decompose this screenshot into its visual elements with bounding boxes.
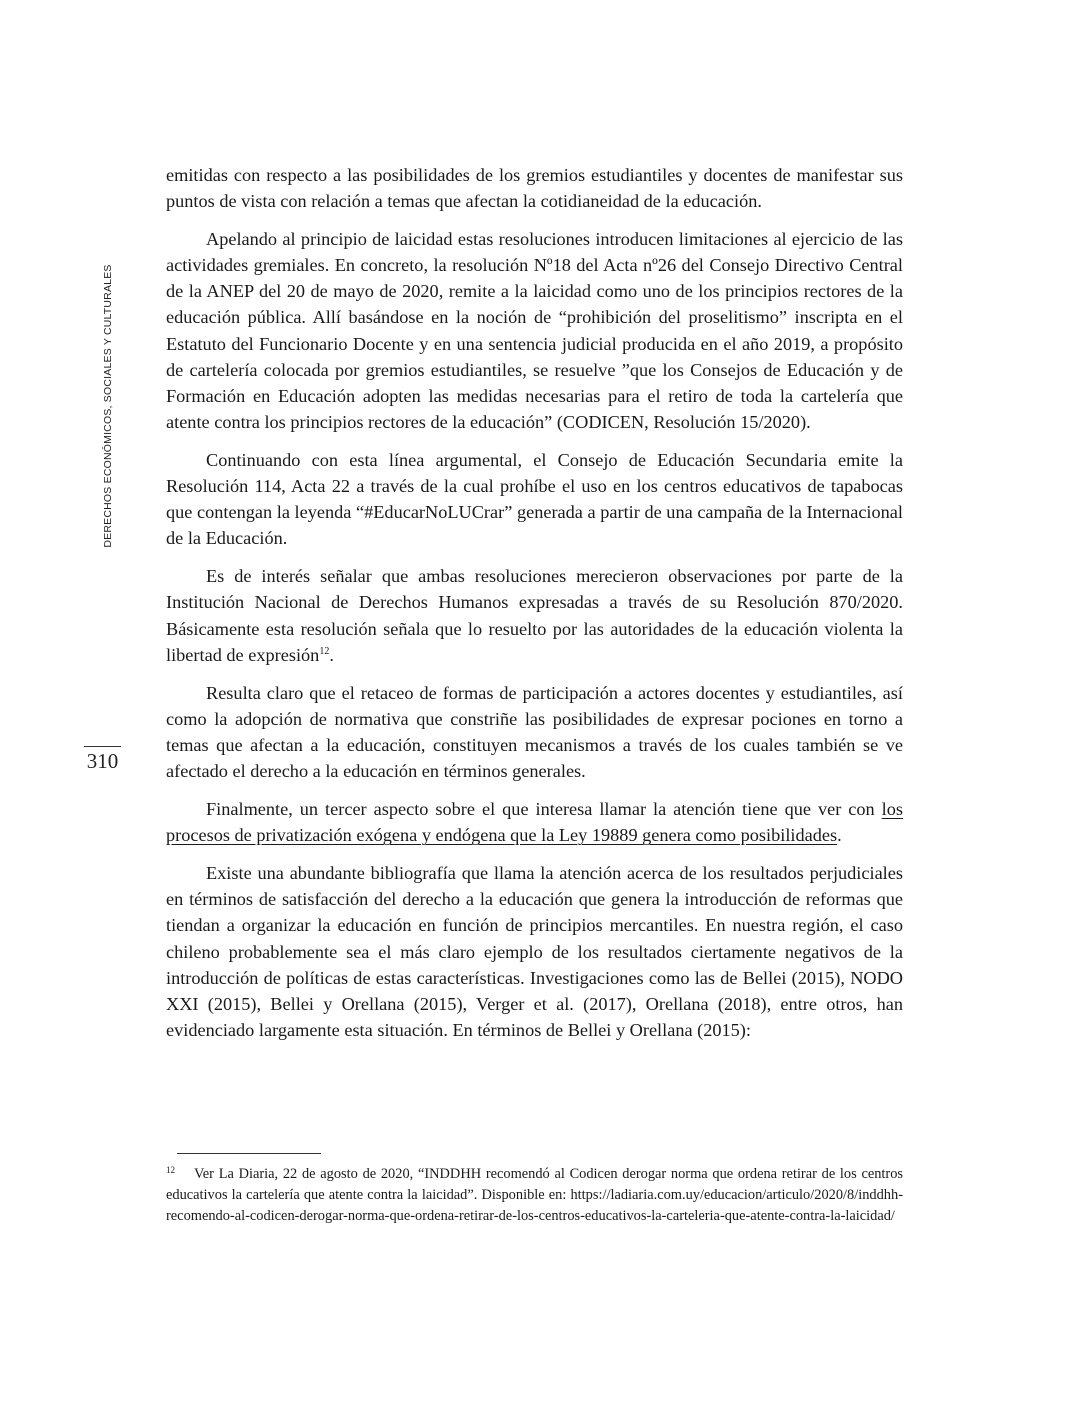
footnote-reference[interactable]: 12 [319, 645, 330, 657]
page-number: 310 [86, 749, 119, 773]
footnote-separator [177, 1153, 321, 1154]
paragraph: Existe una abundante bibliografía que llama la atención acerca de los resultados perjudiciales en términos de satisfacción del derecho a la educación que genera la introducción de reformas que tiendan a organizar la educación en función de principios mercantiles. En nuestra región, el caso chileno probablemente sea el más claro ejemplo de los resultados ciertamente negativos de la introducción de políticas de estas características. Investigaciones como las de Bellei (2015), NODO XXI (2015), Bellei y Orellana (2015), Verger et al. (2017), Orellana (2018), entre otros, han evidenciado largamente esta situación. En términos de Bellei y Orellana (2015): [166, 863, 903, 1040]
paragraph: Resulta claro que el retaceo de formas de participación a actores docentes y estudiantiles, así como la adopción de normativa que constriñe las posibilidades de expresar pociones en torno a temas que afectan a la educación, constituyen mecanismos a través de los cuales también se ve afectado el derecho a la educación en términos generales. [166, 682, 903, 781]
paragraph [166, 796, 903, 848]
footnote [166, 1160, 903, 1227]
underlined-phrase: los procesos de privatización exógena y endógena que la Ley 19889 genera como posibilidades [166, 799, 903, 846]
paragraph-end: . [837, 825, 842, 846]
paragraph-text: Es de interés señalar que ambas resoluciones merecieron observaciones por parte de la Institución Nacional de Derechos Humanos expresadas a través de su Resolución 870/2020. Básicamente esta resolución señala que lo resuelto por las autoridades de la educación violenta la libertad de expresión [166, 566, 903, 665]
paragraph: emitidas con respecto a las posibilidades de los gremios estudiantiles y docentes de manifestar sus puntos de vista con relación a temas que afectan la cotidianeidad de la educación. [166, 165, 903, 212]
paragraph-end: . [329, 644, 334, 665]
paragraph: Continuando con esta línea argumental, el Consejo de Educación Secundaria emite la Resolución 114, Acta 22 a través de la cual prohíbe el uso en los centros educativos de tapabocas que contengan la leyenda “#EducarNoLUCrar” generada a partir de una campaña de la Internacional de la Educación. [166, 449, 903, 549]
footnote-number: 12 [166, 1165, 175, 1175]
page-number-rule [84, 746, 121, 747]
footnote-text: Ver La Diaria, 22 de agosto de 2020, “INDDHH recomendó al Codicen derogar norma que ordena retirar de los centros educativos la cartelería que atente contra la laicidad”. Disponible en: https://ladiaria.com.uy/educacion/articulo/2020/8/inddhh-recomendo-al-codicen-derogar-norma-que-ordena-retirar-de-los-centros-educativos-la-carteleria-que-atente-contra-la-laicidad/ [166, 1165, 903, 1224]
paragraph: Apelando al principio de laicidad estas resoluciones introducen limitaciones al ejercicio de las actividades gremiales. En concreto, la resolución Nº18 del Acta nº26 del Consejo Directivo Central de la ANEP del 20 de mayo de 2020, remite a la laicidad como uno de los principios rectores de la educación pública. Allí basándose en la noción de “prohibición del proselitismo” inscripta en el Estatuto del Funcionario Docente y en una sentencia judicial producida en el año 2019, a propósito de cartelería colocada por gremios estudiantiles, se resuelve ”que los Consejos de Educación y de Formación en Educación adopten las medidas necesarias para el retiro de toda la cartelería que atente contra los principios rectores de la educación” (CODICEN, Resolución 15/2020). [166, 229, 903, 432]
body-text [166, 162, 903, 1055]
paragraph-text: Finalmente, un tercer aspecto sobre el que interesa llamar la atención tiene que ver con [206, 799, 882, 820]
paragraph [166, 563, 903, 667]
running-header-vertical: DERECHOS ECONÓMICOS, SOCIALES Y CULTURALES [102, 264, 114, 548]
